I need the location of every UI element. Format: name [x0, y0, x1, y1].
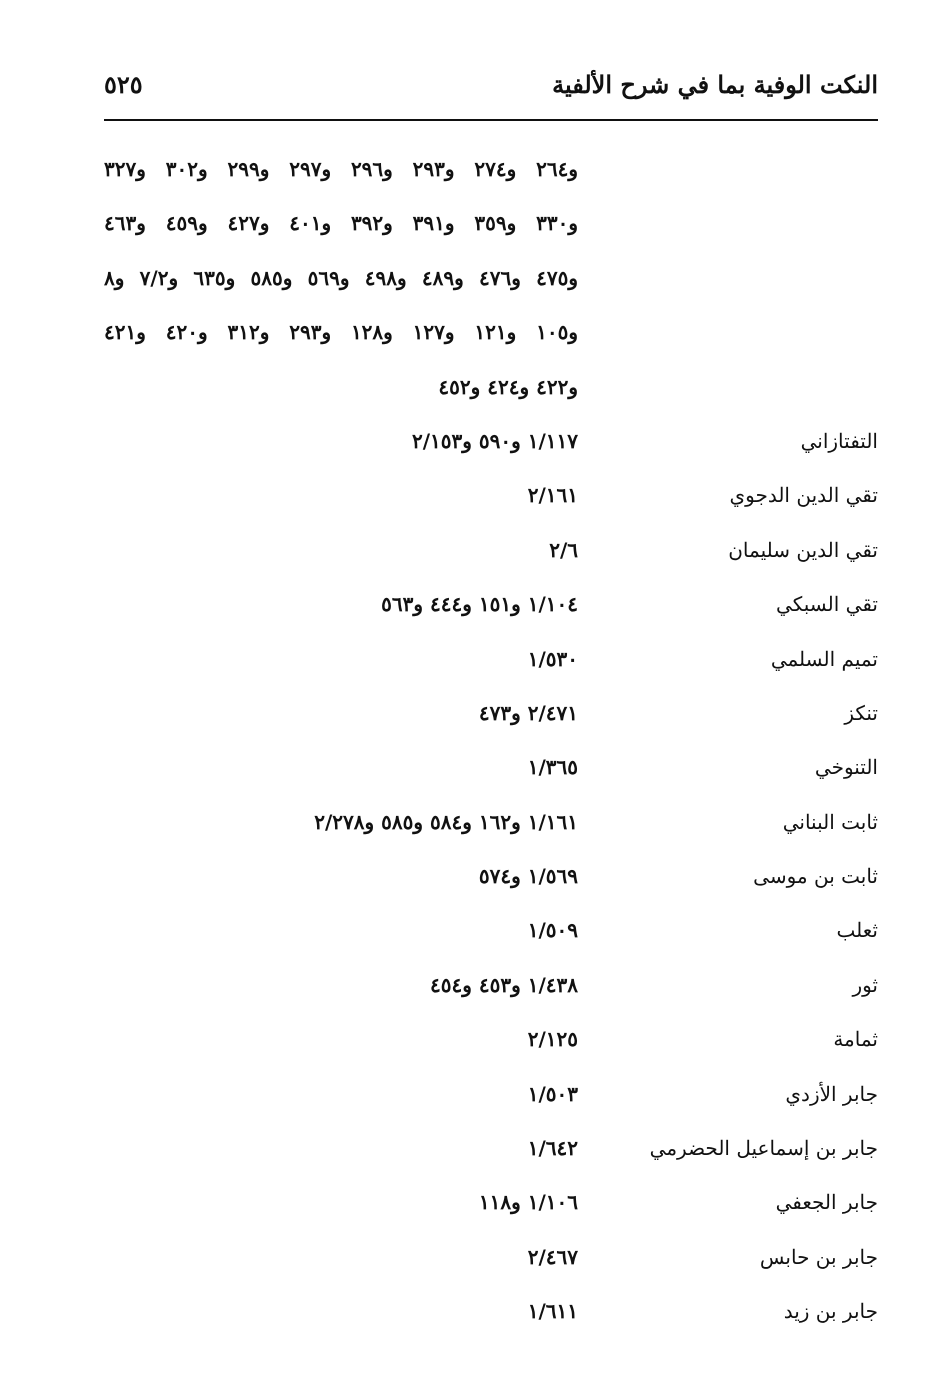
entry-name: ثور	[852, 972, 878, 997]
index-entry	[104, 852, 878, 906]
entry-name: جابر بن حابس	[759, 1244, 878, 1269]
index-entry	[104, 635, 878, 689]
index-entry-continuation	[104, 145, 878, 199]
running-title: النكت الوفية بما في شرح الألفية	[552, 70, 878, 99]
index-entry	[104, 1287, 878, 1341]
entry-refs: ١/٥٦٩ و٥٧٤	[478, 864, 578, 889]
index-entry	[104, 1124, 878, 1178]
entry-name: ثعلب	[836, 918, 878, 943]
entry-name: جابر الأزدي	[785, 1081, 878, 1106]
entry-refs: ١/٥٠٩	[527, 918, 578, 943]
entry-refs: ٢/٦	[549, 537, 578, 562]
entry-refs: ١/٣٦٥	[527, 755, 578, 780]
index-entry	[104, 961, 878, 1015]
page-header	[104, 62, 878, 112]
entry-refs: ١/٥٣٠	[527, 646, 578, 671]
entry-name: التفتازاني	[800, 428, 878, 453]
index-entry	[104, 906, 878, 960]
entry-name: ثمامة	[833, 1027, 878, 1052]
entry-name: تقي الدين سليمان	[728, 537, 878, 562]
entry-refs: و٤٧٥ و٤٧٦ و٤٨٩ و٤٩٨ و٥٦٩ و٥٨٥ و٦٣٥ و٧/٢ و٨	[104, 265, 578, 290]
entry-refs: ٢/١٦١	[527, 483, 578, 508]
entry-refs: و٣٣٠ و٣٥٩ و٣٩١ و٣٩٢ و٤٠١ و٤٢٧ و٤٥٩ و٤٦٣	[104, 211, 579, 236]
index-entry	[104, 1178, 878, 1232]
entry-refs: ١/٥٠٣	[527, 1081, 578, 1106]
entry-name: تنكز	[844, 700, 878, 725]
entry-refs: ١/١٠٦ و١١٨	[478, 1190, 578, 1215]
entry-name: تميم السلمي	[770, 646, 878, 671]
index-entry	[104, 1070, 878, 1124]
index-entry	[104, 471, 878, 525]
entry-name: ثابت البناني	[782, 809, 878, 834]
header-rule	[104, 119, 878, 121]
index-entry	[104, 580, 878, 634]
entry-name: تقي الدين الدجوي	[729, 483, 878, 508]
entry-refs: ٢/٤٧١ و٤٧٣	[478, 700, 578, 725]
index-entry	[104, 689, 878, 743]
entry-refs: ١/١٦١ و١٦٢ و٥٨٤ و٥٨٥ و٢/٢٧٨	[314, 809, 578, 834]
entry-refs: ١/٦٤٢	[527, 1136, 578, 1161]
index-entry-continuation	[104, 254, 878, 308]
index-entry-continuation	[104, 363, 878, 417]
entry-refs: ١/١١٧ و٥٩٠ و٢/١٥٣	[411, 428, 578, 453]
entry-name: ثابت بن موسى	[753, 864, 878, 889]
entry-refs: و٤٢٢ و٤٢٤ و٤٥٢	[438, 374, 578, 399]
entry-refs: و٢٦٤ و٢٧٤ و٢٩٣ و٢٩٦ و٢٩٧ و٢٩٩ و٣٠٢ و٣٢٧	[104, 157, 579, 181]
index-entry-continuation	[104, 308, 878, 362]
entry-name: جابر الجعفي	[775, 1190, 878, 1215]
index-list	[104, 145, 878, 1342]
entry-refs: ١/٤٣٨ و٤٥٣ و٤٥٤	[430, 972, 578, 997]
index-entry	[104, 417, 878, 471]
entry-refs: ١/٦١١	[527, 1299, 578, 1324]
index-entry	[104, 1015, 878, 1069]
index-entry-continuation	[104, 199, 878, 253]
index-entry	[104, 1233, 878, 1287]
entry-name: جابر بن إسماعيل الحضرمي	[649, 1136, 878, 1161]
entry-refs: ١/١٠٤ و١٥١ و٤٤٤ و٥٦٣	[381, 592, 578, 617]
index-entry	[104, 743, 878, 797]
entry-refs: ٢/٤٦٧	[527, 1244, 578, 1269]
entry-refs: ٢/١٢٥	[527, 1027, 578, 1052]
entry-refs: و١٠٥ و١٢١ و١٢٧ و١٢٨ و٢٩٣ و٣١٢ و٤٢٠ و٤٢١	[104, 320, 579, 345]
entry-name: تقي السبكي	[776, 592, 878, 617]
entry-name: جابر بن زيد	[783, 1299, 878, 1324]
entry-name: التنوخي	[814, 755, 878, 780]
index-entry	[104, 526, 878, 580]
page-number: ٥٢٥	[104, 70, 143, 99]
index-entry	[104, 798, 878, 852]
